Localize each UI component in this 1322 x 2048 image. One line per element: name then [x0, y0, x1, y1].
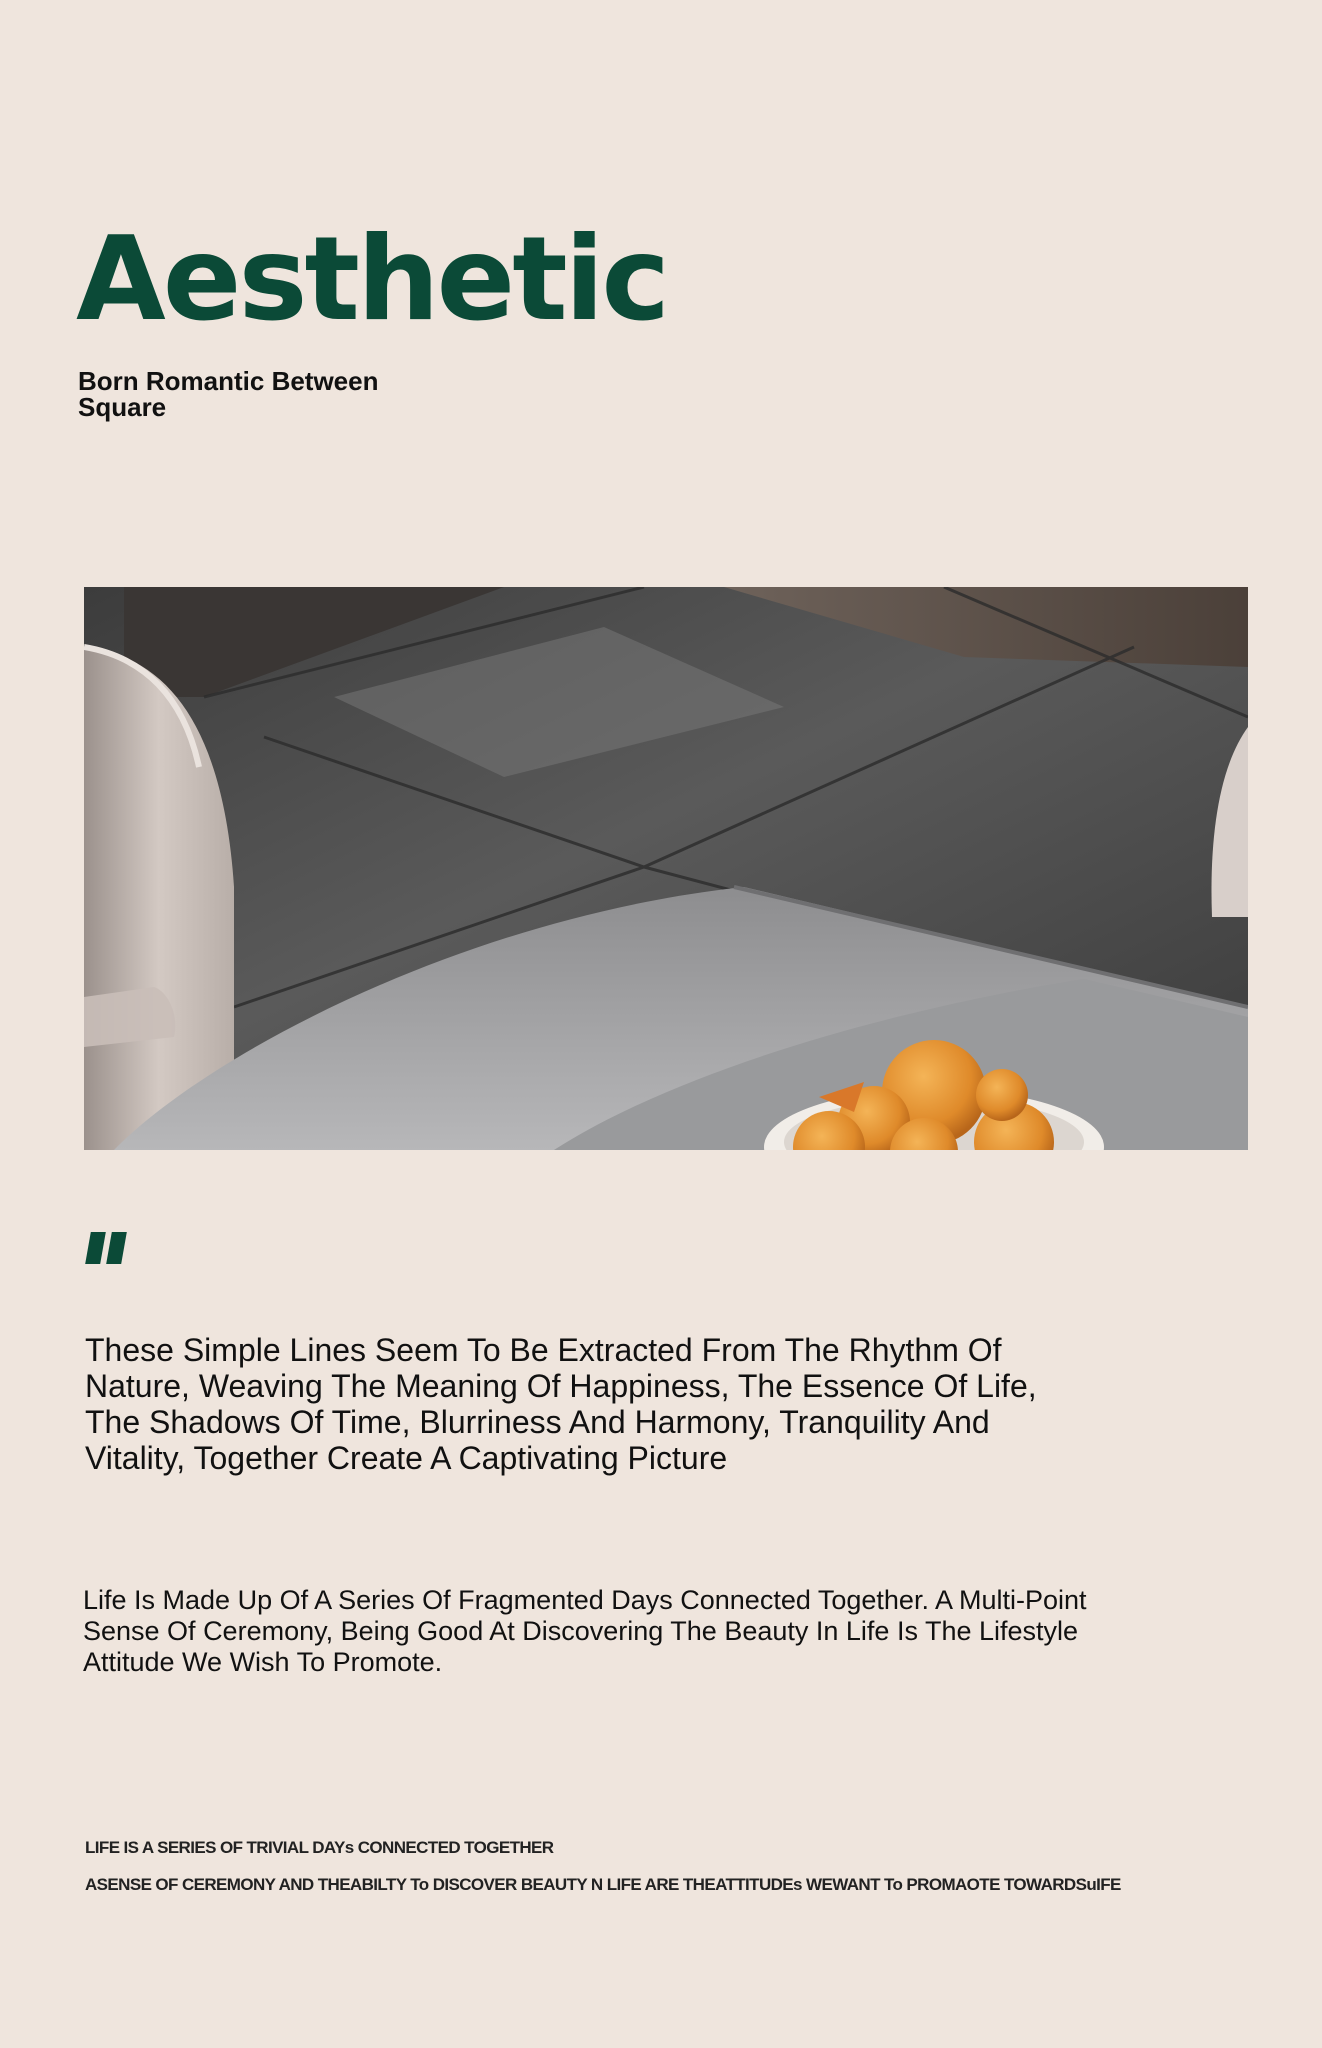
- hero-photo: [84, 587, 1248, 1150]
- body-paragraph: Life Is Made Up Of A Series Of Fragmented Days Connected Together. A Multi-Point Sense Of Ceremony, Being Good At Discovering The Beauty In Life Is The Lifestyle Attitude We Wish To Promote.: [83, 1585, 1087, 1677]
- quote-mark-icon: [84, 1232, 128, 1266]
- footer-line-2: ASENSE OF CEREMONY AND THEABILTY To DISCOVER BEAUTY N LIFE ARE THEATTITUDEs WEWANT To PROMAOTE TOWARDSuIFE: [85, 1875, 1121, 1894]
- dining-table-oranges-photo: [84, 587, 1248, 1150]
- page-title: Aesthetic: [76, 212, 668, 347]
- quote-text: These Simple Lines Seem To Be Extracted From The Rhythm Of Nature, Weaving The Meaning Of Happiness, The Essence Of Life, The Shadows Of Time, Blurriness And Harmony, Tranquility And Vitality, Together Create A Captivating Picture: [85, 1332, 1037, 1476]
- footer-line-1: LIFE IS A SERIES OF TRIVIAL DAYs CONNECTED TOGETHER: [85, 1838, 554, 1857]
- page-subtitle: Born Romantic Between Square: [78, 366, 379, 422]
